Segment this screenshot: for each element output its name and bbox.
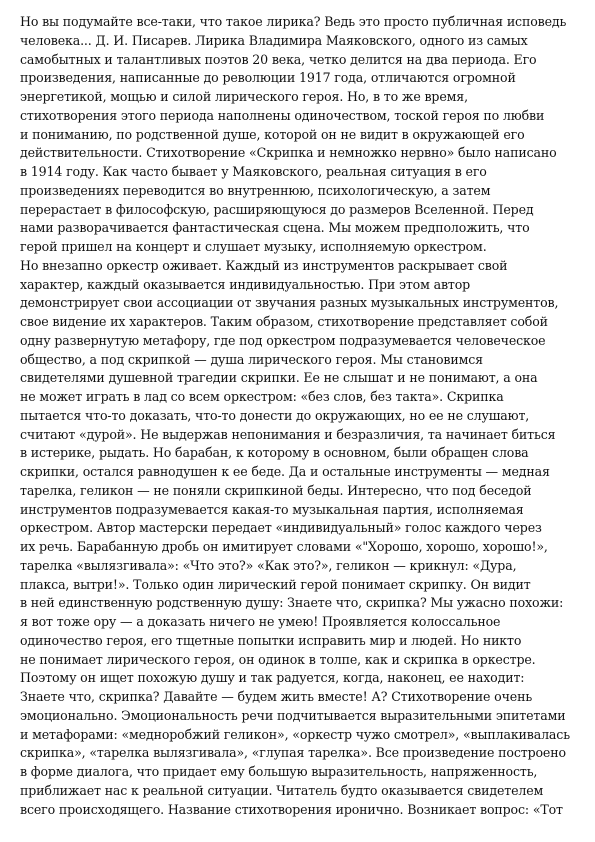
text-line: скрипки, остался равнодушен к ее беде. Да и остальные инструменты — медная bbox=[20, 464, 550, 479]
text-line: энергетикой, мощью и силой лирического героя. Но, в то же время, bbox=[20, 89, 468, 104]
text-line: свидетелями душевной трагедии скрипки. Ее не слышат и не понимают, а она bbox=[20, 370, 538, 386]
text-line: в форме диалога, что придает ему большую выразительность, напряженность, bbox=[20, 764, 538, 779]
text-line: не может играть в лад со всем оркестром: «без слов, без такта». Скрипка bbox=[20, 389, 504, 404]
text-line: и метафорами: «медноробжий геликон», «оркестр чужо смотрел», «выплакивалась bbox=[20, 726, 570, 742]
text-line: оркестром. Автор мастерски передает «индивидуальный» голос каждого через bbox=[20, 520, 542, 536]
text-line: я вот тоже ору — а доказать ничего не умею! Проявляется колоссальное bbox=[20, 614, 501, 629]
text-line: приближает нас к реальной ситуации. Читатель будто оказывается свидетелем bbox=[20, 782, 544, 798]
text-line: человека... Д. И. Писарев. Лирика Владимира Маяковского, одного из самых bbox=[20, 32, 528, 48]
text-line: нами разворачивается фантастическая сцена. Мы можем предположить, что bbox=[20, 220, 530, 236]
text-line: инструментов подразумевается какая-то музыкальная партия, исполняемая bbox=[20, 501, 524, 517]
text-line: не понимает лирического героя, он одинок в толпе, как и скрипка в оркестре. bbox=[20, 651, 536, 667]
text-line: их речь. Барабанную дробь он имитирует словами «"Хорошо, хорошо, хорошо!», bbox=[20, 539, 548, 554]
text-line: одиночество героя, его тщетные попытки исправить мир и людей. Но никто bbox=[20, 632, 522, 648]
text-line: тарелка «вылязгивала»: «Что это?» «Как это?», геликон — крикнул: «Дура, bbox=[20, 557, 517, 573]
text-line: плакса, вытри!». Только один лирический герой понимает скрипку. Он видит bbox=[20, 576, 531, 592]
text-line: всего происходящего. Название стихотворения иронично. Возникает вопрос: «Тот bbox=[20, 801, 563, 817]
text-line: эмоционально. Эмоциональность речи подчитывается выразительными эпитетами bbox=[20, 707, 566, 723]
text-line: общество, а под скрипкой — душа лирического героя. Мы становимся bbox=[20, 351, 483, 367]
text-line: пытается что-то доказать, что-то донести до окружающих, но ее не слушают, bbox=[20, 407, 530, 423]
text-line: Но вы подумайте все-таки, что такое лирика? Ведь это просто публичная исповедь bbox=[20, 14, 567, 29]
text-line: Знаете что, скрипка? Давайте — будем жить вместе! А? Стихотворение очень bbox=[20, 689, 533, 704]
text-line: одну развернутую метафору, где под оркестром подразумевается человеческое bbox=[20, 332, 546, 348]
text-line: демонстрирует свои ассоциации от звучания разных музыкальных инструментов, bbox=[20, 295, 559, 311]
text-line: Но внезапно оркестр оживает. Каждый из инструментов раскрывает свой bbox=[20, 257, 508, 273]
text-line: в ней единственную родственную душу: Знаете что, скрипка? Мы ужасно похожи: bbox=[20, 595, 564, 611]
text-line: свое видение их характеров. Таким образом, стихотворение представляет собой bbox=[20, 314, 548, 329]
text-line: действительности. Стихотворение «Скрипка и немножко нервно» было написано bbox=[20, 145, 557, 161]
text-line: в 1914 году. Как часто бывает у Маяковского, реальная ситуация в его bbox=[20, 164, 487, 179]
text-line: считают «дурой». Не выдержав непонимания и безразличия, та начинает биться bbox=[20, 426, 556, 442]
text-line: скрипка», «тарелка вылязгивала», «глупая тарелка». Все произведение построено bbox=[20, 745, 566, 761]
text-line: Поэтому он ищет похожую душу и так радуется, когда, наконец, ее находит: bbox=[20, 670, 525, 686]
text-line: герой пришел на концерт и слушает музыку, исполняемую оркестром. bbox=[20, 239, 487, 254]
text-line: перерастает в философскую, расширяющуюся до размеров Вселенной. Перед bbox=[20, 201, 534, 217]
text-line: в истерике, рыдать. Но барабан, к которому в основном, были обращен слова bbox=[20, 445, 529, 461]
text-line: характер, каждый оказывается индивидуальностью. При этом автор bbox=[20, 276, 471, 292]
text-line: и пониманию, по родственной душе, которой он не видит в окружающей его bbox=[20, 126, 525, 142]
text-line: стихотворения этого периода наполнены одиночеством, тоской героя по любви bbox=[20, 107, 545, 123]
text-line: тарелка, геликон — не поняли скрипкиной беды. Интересно, что под беседой bbox=[20, 482, 532, 498]
body-text bbox=[20, 13, 580, 819]
text-line: самобытных и талантливых поэтов 20 века, четко делится на два периода. Его bbox=[20, 51, 537, 67]
text-line: произведениях переводится во внутреннюю, психологическую, а затем bbox=[20, 182, 491, 198]
text-line: произведения, написанные до революции 1917 года, отличаются огромной bbox=[20, 70, 516, 86]
